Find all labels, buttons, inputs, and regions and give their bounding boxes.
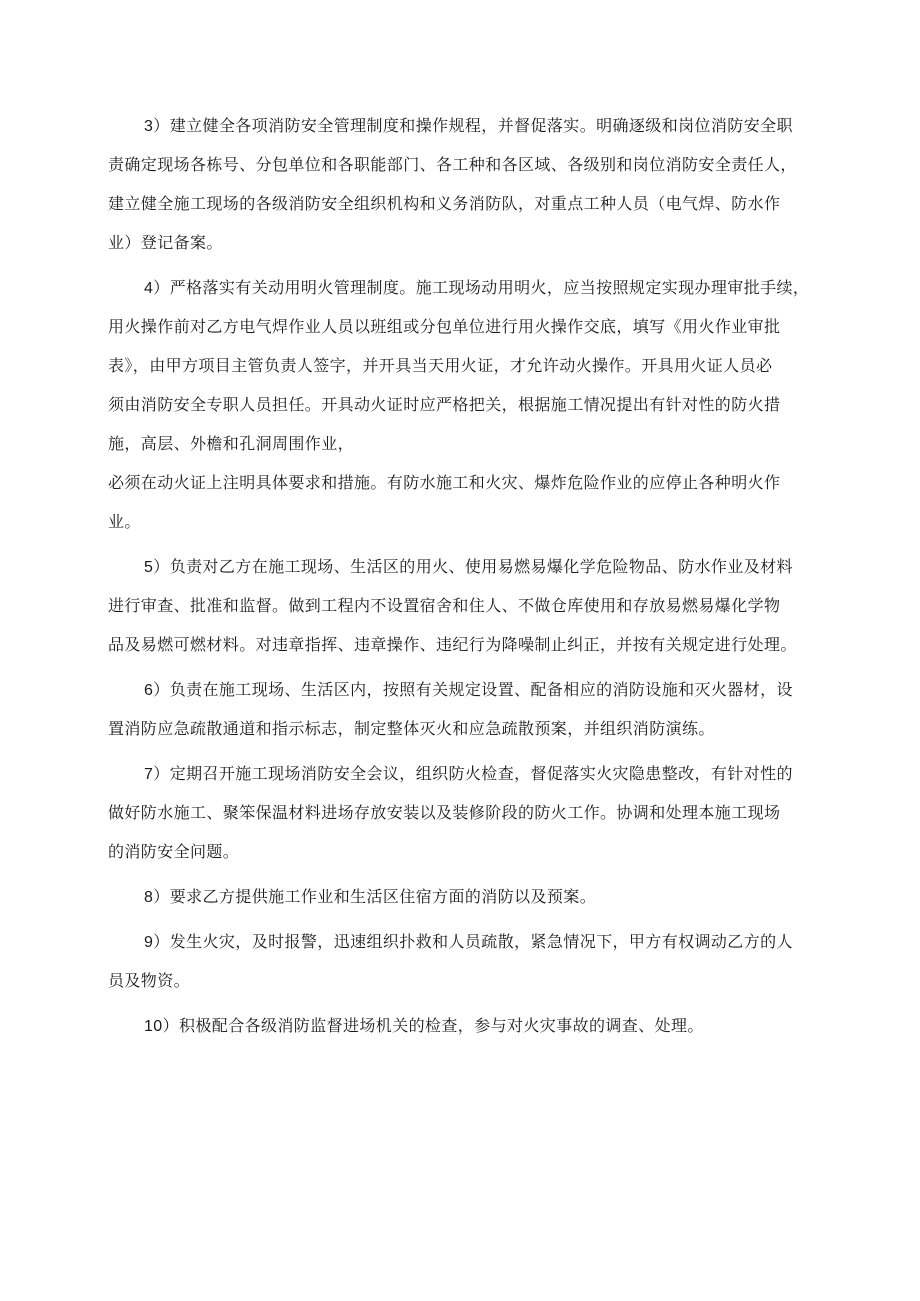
paragraph-5 bbox=[108, 557, 826, 655]
paragraph-number: 6） bbox=[144, 682, 170, 699]
paragraph-line: 员及物资。 bbox=[108, 971, 191, 990]
paragraph-line: 责确定现场各栋号、分包单位和各职能部门、各工种和各区域、各级别和岗位消防安全责任人， bbox=[108, 155, 797, 174]
paragraph-10 bbox=[108, 1016, 826, 1036]
paragraph-line: 业）登记备案。 bbox=[108, 233, 223, 252]
paragraph-3 bbox=[108, 116, 826, 253]
paragraph-line: 8）要求乙方提供施工作业和生活区住宿方面的消防以及预案。 bbox=[144, 887, 597, 906]
paragraph-line: 必须在动火证上注明具体要求和措施。有防水施工和火灾、爆炸危险作业的应停止各种明火作 bbox=[108, 473, 781, 492]
paragraph-number: 7） bbox=[144, 766, 170, 783]
paragraph-6 bbox=[108, 680, 826, 739]
paragraph-line: 施，高层、外檐和孔洞周围作业， bbox=[108, 434, 355, 453]
paragraph-line: 9）发生火灾，及时报警，迅速组织扑救和人员疏散，紧急情况下，甲方有权调动乙方的人 bbox=[144, 932, 793, 951]
paragraph-number: 8） bbox=[144, 889, 170, 906]
paragraph-line: 4）严格落实有关动用明火管理制度。施工现场动用明火，应当按照规定实现办理审批手续， bbox=[144, 278, 810, 297]
paragraph-line: 用火操作前对乙方电气焊作业人员以班组或分包单位进行用火操作交底，填写《用火作业审批 bbox=[108, 317, 781, 336]
paragraph-number: 4） bbox=[144, 280, 170, 297]
paragraph-line: 的消防安全问题。 bbox=[108, 842, 240, 861]
paragraph-line: 6）负责在施工现场、生活区内，按照有关规定设置、配备相应的消防设施和灭火器材，设 bbox=[144, 680, 793, 699]
paragraph-line: 须由消防安全专职人员担任。开具动火证时应严格把关，根据施工情况提出有针对性的防火措 bbox=[108, 395, 781, 414]
paragraph-line: 表》，由甲方项目主管负责人签字，并开具当天用火证，才允许动火操作。开具用火证人员必 bbox=[108, 356, 773, 375]
paragraph-4 bbox=[108, 278, 826, 532]
paragraph-line: 做好防水施工、聚笨保温材料进场存放安装以及装修阶段的防火工作。协调和处理本施工现场 bbox=[108, 803, 781, 822]
paragraph-number: 5） bbox=[144, 559, 170, 576]
paragraph-line: 建立健全施工现场的各级消防安全组织机构和义务消防队，对重点工种人员（电气焊、防水作 bbox=[108, 194, 781, 213]
paragraph-line: 进行审查、批准和监督。做到工程内不设置宿舍和住人、不做仓库使用和存放易燃易爆化学物 bbox=[108, 596, 781, 615]
paragraph-number: 10） bbox=[144, 1018, 179, 1035]
document-body bbox=[108, 116, 826, 1036]
paragraph-line: 品及易燃可燃材料。对违章指挥、违章操作、违纪行为降噪制止纠正，并按有关规定进行处理。 bbox=[108, 635, 797, 654]
paragraph-number: 9） bbox=[144, 934, 170, 951]
paragraph-number: 3） bbox=[144, 118, 170, 135]
paragraph-8 bbox=[108, 887, 826, 907]
paragraph-7 bbox=[108, 764, 826, 862]
paragraph-line: 置消防应急疏散通道和指示标志，制定整体灭火和应急疏散预案，并组织消防演练。 bbox=[108, 719, 715, 738]
paragraph-line: 7）定期召开施工现场消防安全会议，组织防火检查，督促落实火灾隐患整改，有针对性的 bbox=[144, 764, 793, 783]
paragraph-line: 10）积极配合各级消防监督进场机关的检查，参与对火灾事故的调查、处理。 bbox=[144, 1016, 704, 1035]
paragraph-line: 5）负责对乙方在施工现场、生活区的用火、使用易燃易爆化学危险物品、防水作业及材料 bbox=[144, 557, 793, 576]
paragraph-line: 业。 bbox=[108, 512, 141, 531]
paragraph-9 bbox=[108, 932, 826, 991]
paragraph-line: 3）建立健全各项消防安全管理制度和操作规程，并督促落实。明确逐级和岗位消防安全职 bbox=[144, 116, 793, 135]
